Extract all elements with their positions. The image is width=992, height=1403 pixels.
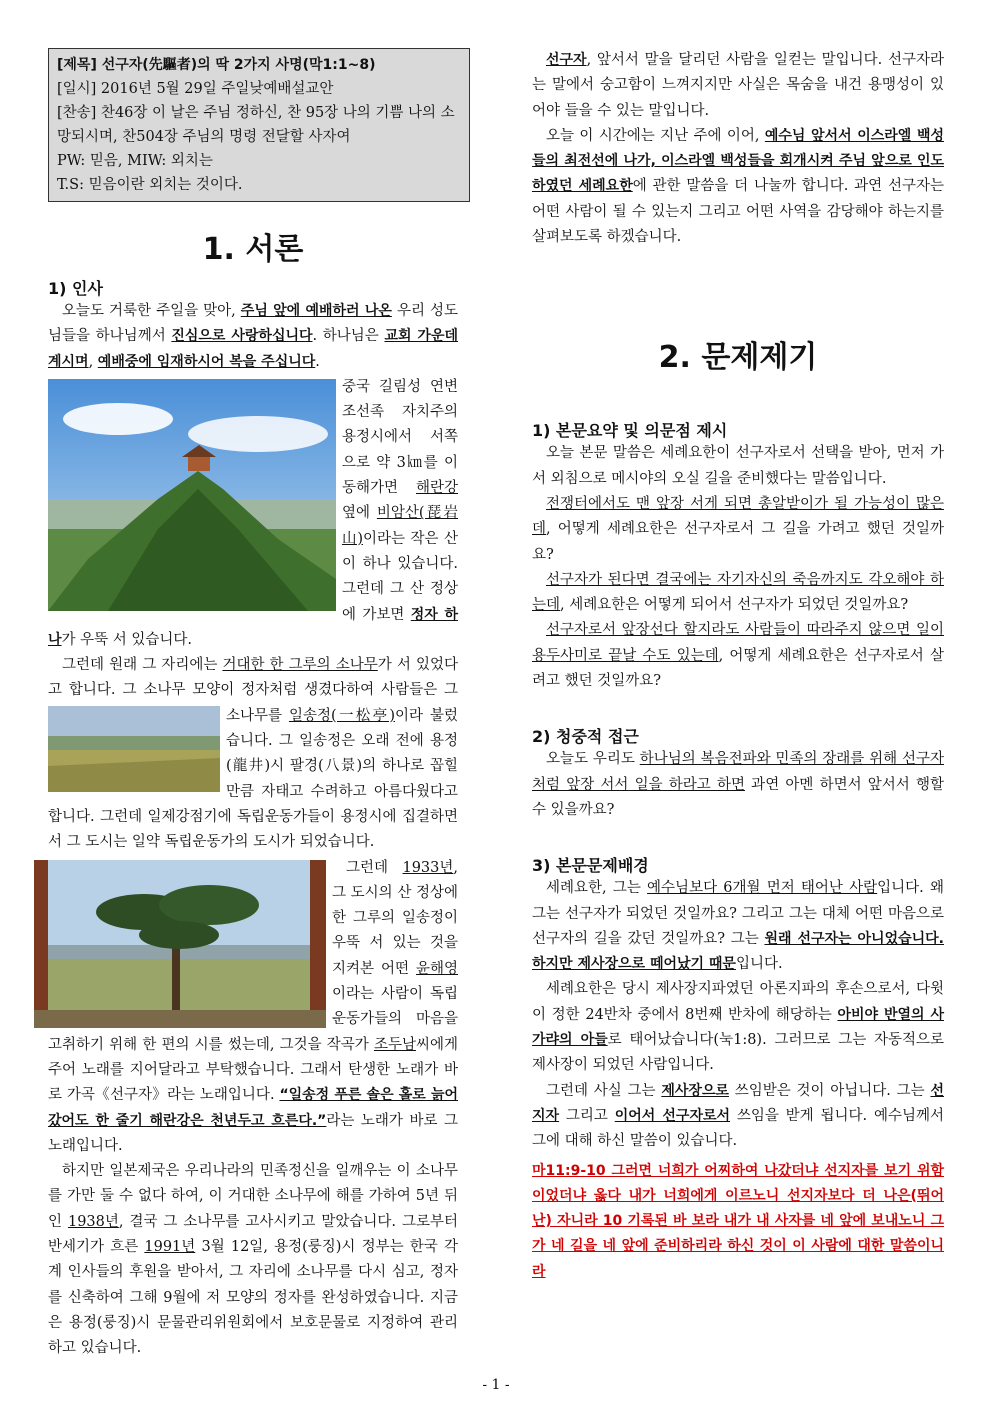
section2-heading: 2. 문제제기	[658, 340, 818, 376]
question-1: 전쟁터에서도 맨 앞장 서게 되면 총알받이가 될 가능성이 많은데, 어떻게 세례요한은 선구자로서 그 길을 가려고 했던 것일까요?	[532, 495, 944, 563]
bible-verse: 마11:9-10 그러면 너희가 어찌하여 나갔더냐 선지자를 보기 위함이었더냐 옳다 내가 너희에게 이르노니 선지자보다 더 나은(뛰어난) 자니라 10 기록된 바 보라 내가 내 사자를 네 앞에 보내노니 그가 네 길을 네 앞에 준비하리라 하신 것이 이 사람에 대한 말씀이니라	[532, 1162, 944, 1280]
paragraph-today-topic: 오늘 이 시간에는 지난 주에 이어, 예수님 앞서서 이스라엘 백성들의 최전선에 나가, 이스라엘 백성들을 회개시켜 주님 앞으로 인도하였던 세례요한에 관한 말씀을 더 나눌까 합니다. 과연 선구자는 어떤 사람이 될 수 있는지 그리고 어떤 사역을 감당해야 하는지를 살펴보도록 하겠습니다.	[532, 127, 944, 246]
paragraph-summary: 오늘 본문 말씀은 세례요한이 선구자로서 선택을 받아, 먼저 가서 외침으로 메시야의 오실 길을 준비했다는 말씀입니다.	[532, 445, 944, 487]
sermon-title: [제목] 선구자(先驅者)의 딱 2가지 사명(막1:1~8)	[57, 57, 376, 73]
section2-sub-summary: 1) 본문요약 및 의문점 제시	[532, 421, 728, 441]
question-2: 선구자가 된다면 결국에는 자기자신의 죽음까지도 각오해야 하는데, 세례요한은 어떻게 되어서 선구자가 되었던 것일까요?	[532, 571, 944, 614]
paragraph-john-calling: 그런데 사실 그는 제사장으로 쓰임받은 것이 아닙니다. 그는 선지자 그리고 이어서 선구자로서 쓰임을 받게 됩니다. 예수님께서 그에 대해 하신 말씀이 있습니다.	[532, 1082, 944, 1150]
sermon-pw: PW: 믿음, MIW: 외치는	[57, 153, 213, 169]
sermon-hymns: [찬송] 찬46장 이 날은 주님 정하신, 찬 95장 나의 기쁨 나의 소망되시며, 찬504장 주님의 명령 전달할 사자여	[57, 105, 455, 145]
pine-tree-photo	[34, 860, 326, 1028]
left-column	[48, 48, 458, 1361]
paragraph-john-birth: 세례요한, 그는 예수님보다 6개월 먼저 태어난 사람입니다. 왜 그는 선구자가 되었던 것일까요? 그리고 그는 대체 어떤 마음으로 선구자의 길을 갔던 것일까요? 그는 원래 선구자는 아니었습니다. 하지만 제사장으로 떼어났기 때문입니다.	[532, 880, 944, 973]
paragraph-pine-tree: 그런데 원래 그 자리에는 거대한 한 그루의 소나무가 서 있었다고 합니다. 그 소나무 모양이 정자처럼 생겼다하여 사람들은 그 소나무를 일송정(一松亭)이라 불렀습니다. 그 일송정은 오래 전에 용정(龍井)시 팔경(八景)의 하나로 꼽힐만큼 자태고 수려하고 아름다웠다고 합니다. 그런데 일제강점기에 독립운동가들이 용정시에 집결하면서 그 도시는 일약 독립운동가의 도시가 되었습니다.	[48, 657, 458, 851]
page-number: - 1 -	[482, 1377, 510, 1393]
section1-heading: 1. 서론	[202, 232, 304, 267]
paragraph-pioneer-definition: 선구자, 앞서서 말을 달리던 사람을 일컫는 말입니다. 선구자라는 말에서 숭고함이 느껴지지만 사실은 목숨을 내건 용맹성이 있어야 들을 수 있는 말입니다.	[532, 52, 944, 119]
paragraph-audience: 오늘도 우리도 하나님의 복음전파와 민족의 장래를 위해 선구자처럼 앞장 서서 일을 하라고 하면 과연 아멘 하면서 앞서서 행할 수 있을까요?	[532, 751, 944, 818]
sermon-ts: T.S: 믿음이란 외치는 것이다.	[57, 177, 243, 193]
paragraph-location: 중국 길림성 연변조선족 자치주의 용정시에서 서쪽으로 약 3㎞를 이동해가면 해란강 옆에 비암산(琵岩山)이라는 작은 산이 하나 있습니다. 그런데 그 산 정상에 가보면 정자 하나가 우뚝 서 있습니다.	[48, 378, 458, 648]
section1-sub-greeting: 1) 인사	[48, 279, 103, 298]
sermon-date: [일시] 2016년 5월 29일 주일낮예배설교안	[57, 81, 334, 97]
mountain-pavilion-photo	[48, 379, 336, 611]
paragraph-japanese-empire: 하지만 일본제국은 우리나라의 민족정신을 일깨우는 이 소나무를 가만 둘 수 없다 하여, 이 거대한 소나무에 해를 가하여 5년 뒤인 1938년, 결국 그 소나무를 고사시키고 말았습니다. 그로부터 반세기가 흐른 1991년 3월 12일, 용정(룽징)시 정부는 한국 각계 인사들의 후원을 받아서, 그 자리에 소나무를 다시 심고, 정자를 신축하여 그해 9월에 저 모양의 정자를 완성하였습니다. 지금은 용정(룽징)시 문물관리위원회에서 보호문물로 지정하여 관리하고 있습니다.	[48, 1163, 458, 1357]
paragraph-john-lineage: 세례요한은 당시 제사장지파였던 아론지파의 후손으로서, 다윗이 정한 24반차 중에서 8번째 반차에 해당하는 아비야 반열의 사가랴의 아들로 태어났습니다(눅1:8). 그러므로 그는 자동적으로 제사장이 되었던 사람입니다.	[532, 981, 945, 1074]
question-3: 선구자로서 앞장선다 할지라도 사람들이 따라주지 않으면 일이 용두사미로 끝날 수도 있는데, 어떻게 세례요한은 선구자로서 살려고 했던 것일까요?	[532, 622, 944, 690]
section2-sub-audience: 2) 청중적 접근	[532, 727, 639, 747]
paragraph-song-origin: 그런데 1933년, 그 도시의 산 정상에 한 그루의 일송정이 우뚝 서 있는 것을 지켜본 어떤 윤해영이라는 사람이 독립운동가들의 마음을 고취하기 위해 한 편의 시를 썼는데, 그것을 작곡가 조두남씨에게 주어 노래를 지어달라고 부탁했습니다. 그래서 탄생한 노래가 바로 가곡《선구자》라는 노래입니다. “일송정 푸른 솔은 홀로 늙어갔어도 한 줄기 해란강은 천년두고 흐른다.”라는 노래가 바로 그 노래입니다.	[48, 856, 458, 1160]
section2-sub-background: 3) 본문문제배경	[532, 856, 649, 876]
paragraph-greeting: 오늘도 거룩한 주일을 맞아, 주님 앞에 예배하러 나온 우리 성도님들을 하나님께서 진심으로 사랑하십니다. 하나님은 교회 가운데 계시며, 예배중에 임재하시어 복을 주십니다.	[48, 303, 459, 370]
sermon-info-box	[48, 48, 470, 202]
right-column	[532, 48, 944, 1285]
plain-landscape-photo	[48, 706, 220, 792]
